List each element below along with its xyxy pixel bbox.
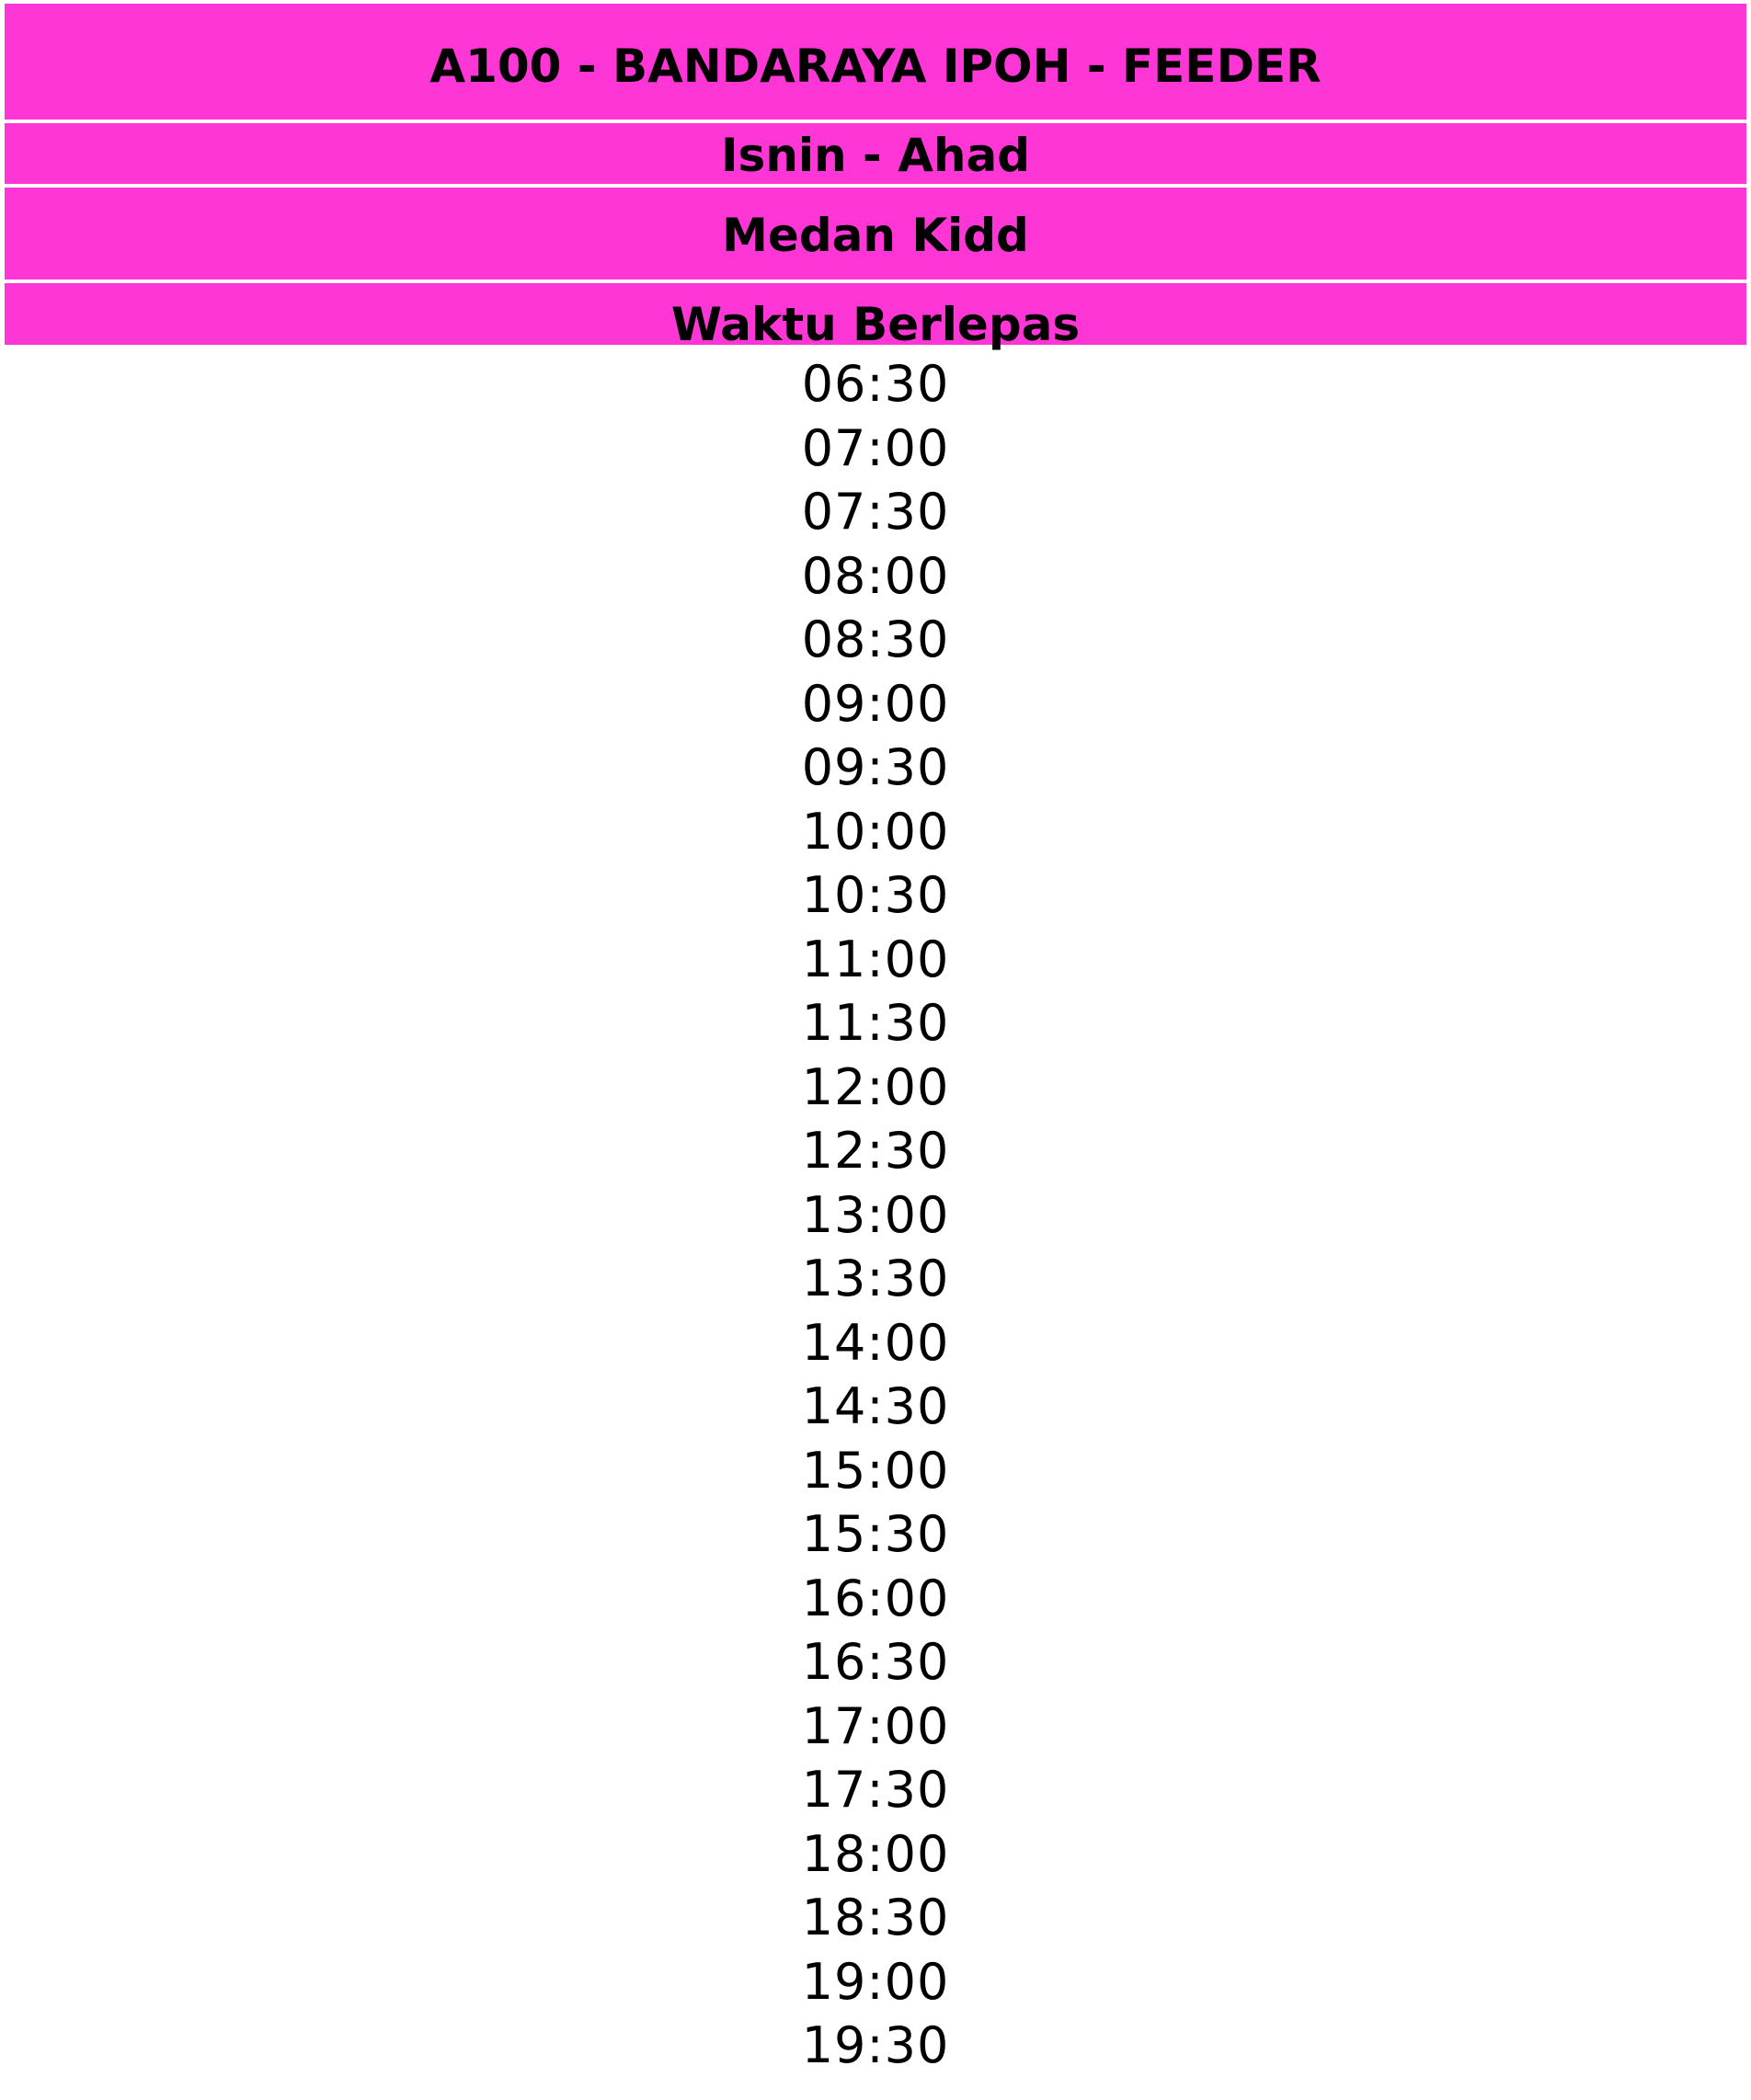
departure-time: 15:00 xyxy=(801,1441,950,1500)
departure-time: 07:00 xyxy=(801,418,950,477)
departure-time: 13:30 xyxy=(801,1250,950,1307)
departure-time: 06:30 xyxy=(801,355,950,413)
departure-time: 11:00 xyxy=(801,930,950,988)
departure-time: 17:30 xyxy=(801,1761,950,1819)
departure-time: 13:00 xyxy=(801,1185,950,1244)
departure-time: 16:00 xyxy=(801,1569,950,1627)
station-name: Medan Kidd xyxy=(5,188,1746,280)
departure-time: 16:30 xyxy=(801,1633,950,1691)
departure-time: 12:00 xyxy=(801,1057,950,1116)
departure-time: 10:30 xyxy=(801,866,950,924)
operating-days: Isnin - Ahad xyxy=(5,123,1746,184)
departure-time: 17:00 xyxy=(801,1696,950,1755)
departure-time: 08:00 xyxy=(801,546,950,605)
departure-time: 15:30 xyxy=(801,1505,950,1563)
departure-time: 14:00 xyxy=(801,1313,950,1372)
departure-time: 12:30 xyxy=(801,1122,950,1180)
departure-time: 11:30 xyxy=(801,994,950,1052)
departure-time: 14:30 xyxy=(801,1377,950,1435)
departure-time: 09:00 xyxy=(801,674,950,733)
departure-times-list xyxy=(0,346,1751,2074)
departure-time: 19:30 xyxy=(801,2016,950,2074)
departure-time: 18:00 xyxy=(801,1824,950,1883)
departure-time: 18:30 xyxy=(801,1889,950,1946)
departure-time-header: Waktu Berlepas xyxy=(5,283,1746,345)
departure-time: 10:00 xyxy=(801,802,950,861)
departure-time: 08:30 xyxy=(801,611,950,668)
departure-time: 09:30 xyxy=(801,738,950,796)
departure-time: 19:00 xyxy=(801,1952,950,2011)
departure-time: 07:30 xyxy=(801,483,950,541)
route-title: A100 - BANDARAYA IPOH - FEEDER xyxy=(5,4,1746,120)
